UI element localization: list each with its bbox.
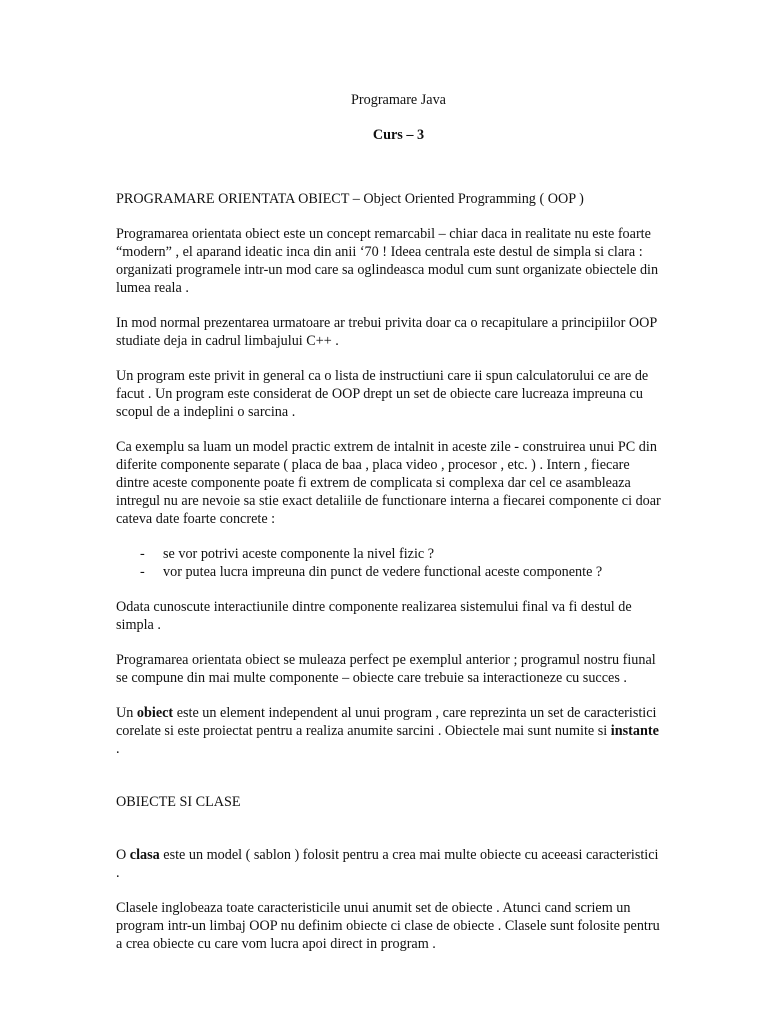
section-heading-oop: PROGRAMARE ORIENTATA OBIECT – Object Oriented Programming ( OOP ) [116, 191, 584, 207]
paragraph-interactions: Odata cunoscute interactiunile dintre componente realizarea sistemului final va fi destul de simpla . [116, 599, 632, 633]
document-title: Programare Java [351, 92, 446, 108]
paragraph-recap: In mod normal prezentarea urmatoare ar trebui privita doar ca o recapitulare a principiilor OOP studiate deja in cadrul limbajului C++ . [116, 315, 657, 349]
term-instante: instante [610, 723, 659, 739]
paragraph-program-definition: Un program este privit in general ca o lista de instructiuni care ii spun calculatorului ce are de facut . Un program este considerat de OOP drept un set de obiecte care lucreaza impreuna cu scopul de a indeplini o sarcina . [116, 368, 649, 420]
list-item-text: vor putea lucra impreuna din punct de vedere functional aceste componente ? [163, 564, 603, 580]
list-item [116, 563, 661, 581]
bullet-marker: - [140, 546, 145, 562]
paragraph-object-definition [116, 704, 661, 758]
text-segment: . [116, 741, 120, 757]
paragraph-classes-usage: Clasele inglobeaza toate caracteristicile unui anumit set de obiecte . Atunci cand scriem un program intr-un limbaj OOP nu definim obiecte ci clase de obiecte . Clasele sunt folosite pentru a crea obiecte cu care vom lucra apoi direct in program . [116, 900, 660, 952]
term-clasa: clasa [129, 847, 160, 863]
bullet-marker: - [140, 564, 145, 580]
section-heading-classes: OBIECTE SI CLASE [116, 794, 241, 810]
paragraph-class-definition [116, 846, 661, 882]
paragraph-pc-example: Ca exemplu sa luam un model practic extrem de intalnit in aceste zile - construirea unui PC din diferite componente separate ( placa de baa , placa video , procesor , etc. ) . Intern , fiecare dintre aceste componente poate fi extrem de complicata si complexa dar cel ce asambleaza intregul nu are nevoie sa stie exact detaliile de functionare interna a fiecarei componente ci doar cateva date foarte concrete : [116, 439, 661, 527]
text-segment: Un [116, 705, 137, 721]
term-object: obiect [136, 705, 174, 721]
document-body [116, 91, 661, 953]
bullet-list [116, 545, 661, 581]
text-segment: O [116, 847, 130, 863]
text-segment: este un element independent al unui program , care reprezinta un set de caracteristici corelate si este proiectat pentru a realiza anumite sarcini . Obiectele mai sunt numite si [116, 705, 657, 739]
paragraph-oop-intro: Programarea orientata obiect este un concept remarcabil – chiar daca in realitate nu este foarte “modern” , el aparand ideatic inca din anii ‘70 ! Ideea centrala este destul de simpla si clara : organizati programele intr-un mod care sa oglindeasca modul cum sunt organizate obiectele din lumea reala . [116, 226, 659, 296]
text-segment: este un model ( sablon ) folosit pentru a crea mai multe obiecte cu aceeasi caracteristici . [116, 847, 659, 881]
list-item [116, 545, 661, 563]
paragraph-oop-example: Programarea orientata obiect se muleaza perfect pe exemplul anterior ; programul nostru fiunal se compune din mai multe componente – obiecte care trebuie sa interactioneze cu succes . [116, 652, 656, 686]
document-subtitle: Curs – 3 [372, 127, 425, 143]
list-item-text: se vor potrivi aceste componente la nivel fizic ? [163, 546, 435, 562]
